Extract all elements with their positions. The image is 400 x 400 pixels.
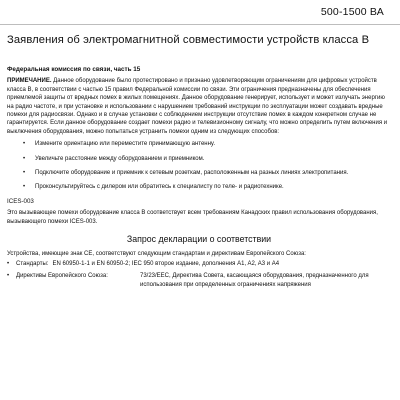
bullet-icon: • xyxy=(7,273,10,280)
list-item xyxy=(7,140,391,148)
list-item-text: Измените ориентацию или переместите принимающую антенну. xyxy=(35,141,215,148)
ices-heading: ICES-003 xyxy=(7,197,34,205)
fcc-note xyxy=(7,77,391,136)
standards-label: Стандарты: xyxy=(16,260,49,267)
list-item xyxy=(7,169,391,177)
standards-row xyxy=(7,260,391,268)
conformity-intro: Устройства, имеющие знак CE, соответствуют следующим стандартам и директивам Европейского Союза: xyxy=(7,250,306,257)
ices-body: Это вызывающее помехи оборудование класса B соответствует всем требованиям Канадских правил использования оборудования, вызывающего помехи ICES-003. xyxy=(7,210,378,225)
directives-row xyxy=(7,272,391,289)
bullet-icon: • xyxy=(23,170,26,177)
conformity-title: Запрос декларации о соответствии xyxy=(126,234,272,245)
directives-value: 73/23/EEC, Директива Совета, касающаяся оборудования, предназначенного для использования при определенных ограничениях напряжения xyxy=(140,273,369,288)
bullet-icon: • xyxy=(23,184,26,191)
directives-label: Директивы Европейского Союза: xyxy=(16,273,108,280)
fcc-note-body: Данное оборудование было протестировано и признано удовлетворяющим ограничениям для цифровых устройств класса B, в соответствии с частью 15 правил Федеральной комиссии по связи. Эти ограничения предназначены для обеспечения приемлемой защиты от вредных помех в жилых помещениях. Данное оборудование генерирует, использует и может излучать энергию на радио частоте, и при установке и использовании с нарушением требований инструкции по эксплуатации может создавать вредные помехи для радиосвязи. Однако и в случае установки с соблюдением инструкции отсутствие помех в каждом конкретном случае не гарантируется. Если данное оборудование создает помехи радио и телевизионному сигналу, что можно определить путем включения и выключения оборудования, можно попытаться устранить помехи одним из следующих способов: xyxy=(7,78,388,135)
header-divider xyxy=(0,24,400,25)
list-item-text: Увеличьте расстояние между оборудованием и приемником. xyxy=(35,155,205,162)
list-item-text: Проконсультируйтесь с дилером или обратитесь к специалисту по теле- и радиотехнике. xyxy=(35,184,284,191)
bullet-icon: • xyxy=(23,141,26,148)
standards-value: EN 60950-1-1 и EN 60950-2; IEC 950 второе издание, дополнения A1, A2, A3 и A4 xyxy=(52,260,280,267)
list-item xyxy=(7,183,391,191)
interference-measures-list xyxy=(7,140,391,192)
bullet-icon: • xyxy=(7,260,10,267)
bullet-icon: • xyxy=(23,155,26,162)
document-body xyxy=(7,66,391,293)
model-label: 500-1500 ВА xyxy=(320,6,384,18)
fcc-note-lead: ПРИМЕЧАНИЕ. xyxy=(7,78,52,85)
page-title: Заявления об электромагнитной совместимости устройств класса B xyxy=(7,34,370,46)
list-item-text: Подключите оборудование и приемник к сетевым розеткам, расположенным на разных линиях электропитания. xyxy=(35,170,349,177)
list-item xyxy=(7,155,391,163)
fcc-heading: Федеральная комиссия по связи, часть 15 xyxy=(7,66,141,73)
